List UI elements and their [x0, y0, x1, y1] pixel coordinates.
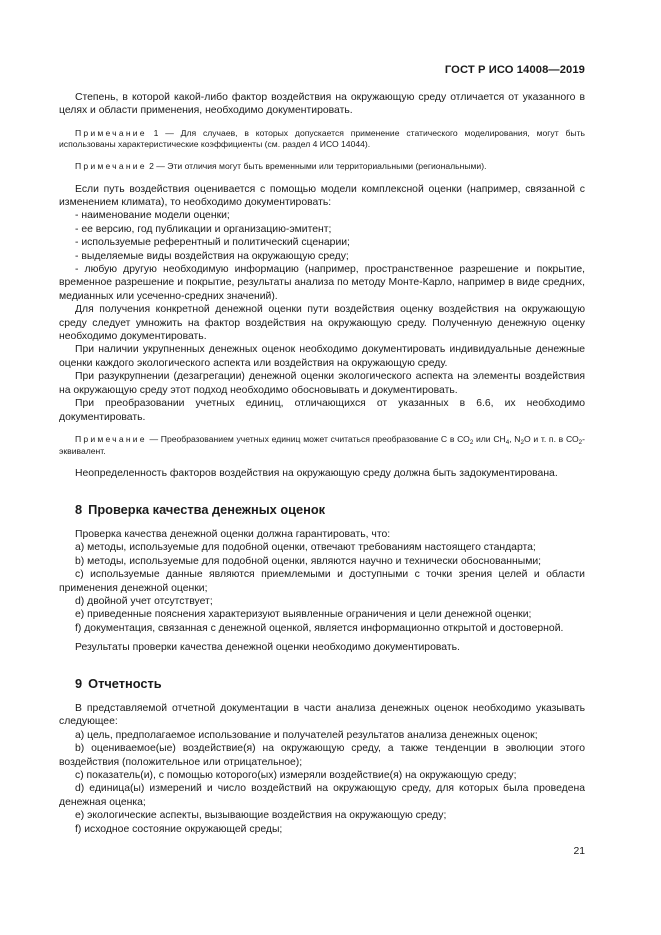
list-item: e) приведенные пояснения характеризуют выявленные ограничения и цели денежной оценки; — [75, 609, 532, 621]
page-number: 21 — [573, 846, 585, 857]
note: Примечание — Преобразованием учетных единиц может считаться преобразование С в $СО_2$ или $СН_4$, $N_2O$ и т. п. в $СО_2$-эквивалент. — [59, 433, 585, 456]
list-item: f) исходное состояние окружающей среды; — [75, 823, 283, 835]
paragraph: Для получения конкретной денежной оценки пути воздействия оценку воздействия на окружающую среду следует умножить на фактор воздействия на окружающую среду. Полученную денежную оценку необходимо документировать. — [59, 304, 585, 343]
paragraph: Результаты проверки качества денежной оценки необходимо документировать. — [75, 642, 460, 654]
section-title: Отчетность — [88, 675, 162, 691]
list-item: b) оцениваемое(ые) воздействие(я) на окружающую среду, а также тенденции в эволюции этого воздействия (положительное или отрицательное); — [59, 743, 585, 768]
list-item: a) методы, используемые для подобной оценки, отвечают требованиям настоящего стандарта; — [75, 542, 536, 554]
list-item: - ее версию, год публикации и организацию-эмитент; — [75, 223, 332, 235]
list-item: f) документация, связанная с денежной оценкой, является информационно открытой и достоверной. — [75, 622, 564, 634]
paragraph: Проверка качества денежной оценки должна гарантировать, что: — [75, 528, 391, 540]
standard-code-header: ГОСТ Р ИСО 14008—2019 — [444, 64, 585, 76]
list-item: c) показатель(и), с помощью которого(ых) измеряли воздействие(я) на окружающую среду; — [75, 770, 517, 781]
paragraph: Неопределенность факторов воздействия на окружающую среду должна быть задокументирована. — [75, 468, 558, 480]
paragraph: Степень, в которой какой-либо фактор воздействия на окружающую среду отличается от указанного в целях и области применения, необходимо документировать. — [59, 92, 585, 117]
paragraph: При разукрупнении (дезагрегации) денежной оценки экологического аспекта на элементы воздействия на окружающую среду этот подход необходимо обосновывать и документировать. — [59, 371, 585, 396]
paragraph: При преобразовании учетных единиц, отличающихся от указанных в 6.6, их необходимо документировать. — [59, 398, 585, 423]
list-item: - любую другую необходимую информацию (например, пространственное разрешение и покрытие, временное разрешение и покрытие, результаты анализа по методу Монте-Карло, например в виде средних, медианных или усеченно-средних значений). — [59, 264, 585, 302]
note-label: Примечание — [75, 127, 147, 138]
list-item: d) единица(ы) измерений и число воздействий на окружающую среду, для которых была проведена денежная оценка; — [59, 783, 585, 808]
list-item: - используемые референтный и политический сценарии; — [75, 237, 350, 249]
list-item: - выделяемые виды воздействия на окружающую среду; — [75, 250, 349, 262]
list-item: e) экологические аспекты, вызывающие воздействия на окружающую среду; — [75, 810, 447, 822]
section-title: Проверка качества денежных оценок — [88, 501, 326, 517]
section-number: 9 — [75, 675, 83, 691]
list-item: b) методы, используемые для подобной оценки, являются научно и технически обоснованными; — [75, 555, 542, 567]
paragraph: При наличии укрупненных денежных оценок необходимо документировать индивидуальные денежные оценки каждого экологического аспекта или воздействия на окружающую среду. — [59, 344, 585, 369]
note-text: 2 — Эти отличия могут быть временными или территориальными (региональными). — [146, 161, 487, 171]
list-item: c) используемые данные являются приемлемыми и доступными с точки зрения целей и области применения денежной оценки; — [59, 569, 585, 594]
list-item: d) двойной учет отсутствует; — [75, 595, 213, 607]
paragraph: В представляемой отчетной документации в части анализа денежных оценок необходимо указывать следующее: — [59, 702, 585, 728]
section-heading-8 — [59, 503, 585, 516]
note-label: Примечание — [75, 433, 147, 444]
page-content — [59, 91, 585, 836]
section-number: 8 — [75, 501, 83, 517]
note-label: Примечание — [75, 161, 147, 171]
note — [59, 128, 585, 151]
note — [59, 161, 585, 173]
paragraph: Если путь воздействия оценивается с помощью модели комплексной оценки (например, связанной с изменением климата), то необходимо документировать: — [59, 183, 585, 208]
note-text: 1 — Для случаев, в которых допускается применение статического моделирования, могут быть использованы характеристические коэффициенты (см. раздел 4 ИСО 14044). — [59, 127, 585, 150]
list-item: a) цель, предполагаемое использование и получателей результатов анализа денежных оценок; — [75, 729, 538, 741]
list-item: - наименование модели оценки; — [75, 210, 230, 222]
section-heading-9 — [59, 677, 585, 690]
